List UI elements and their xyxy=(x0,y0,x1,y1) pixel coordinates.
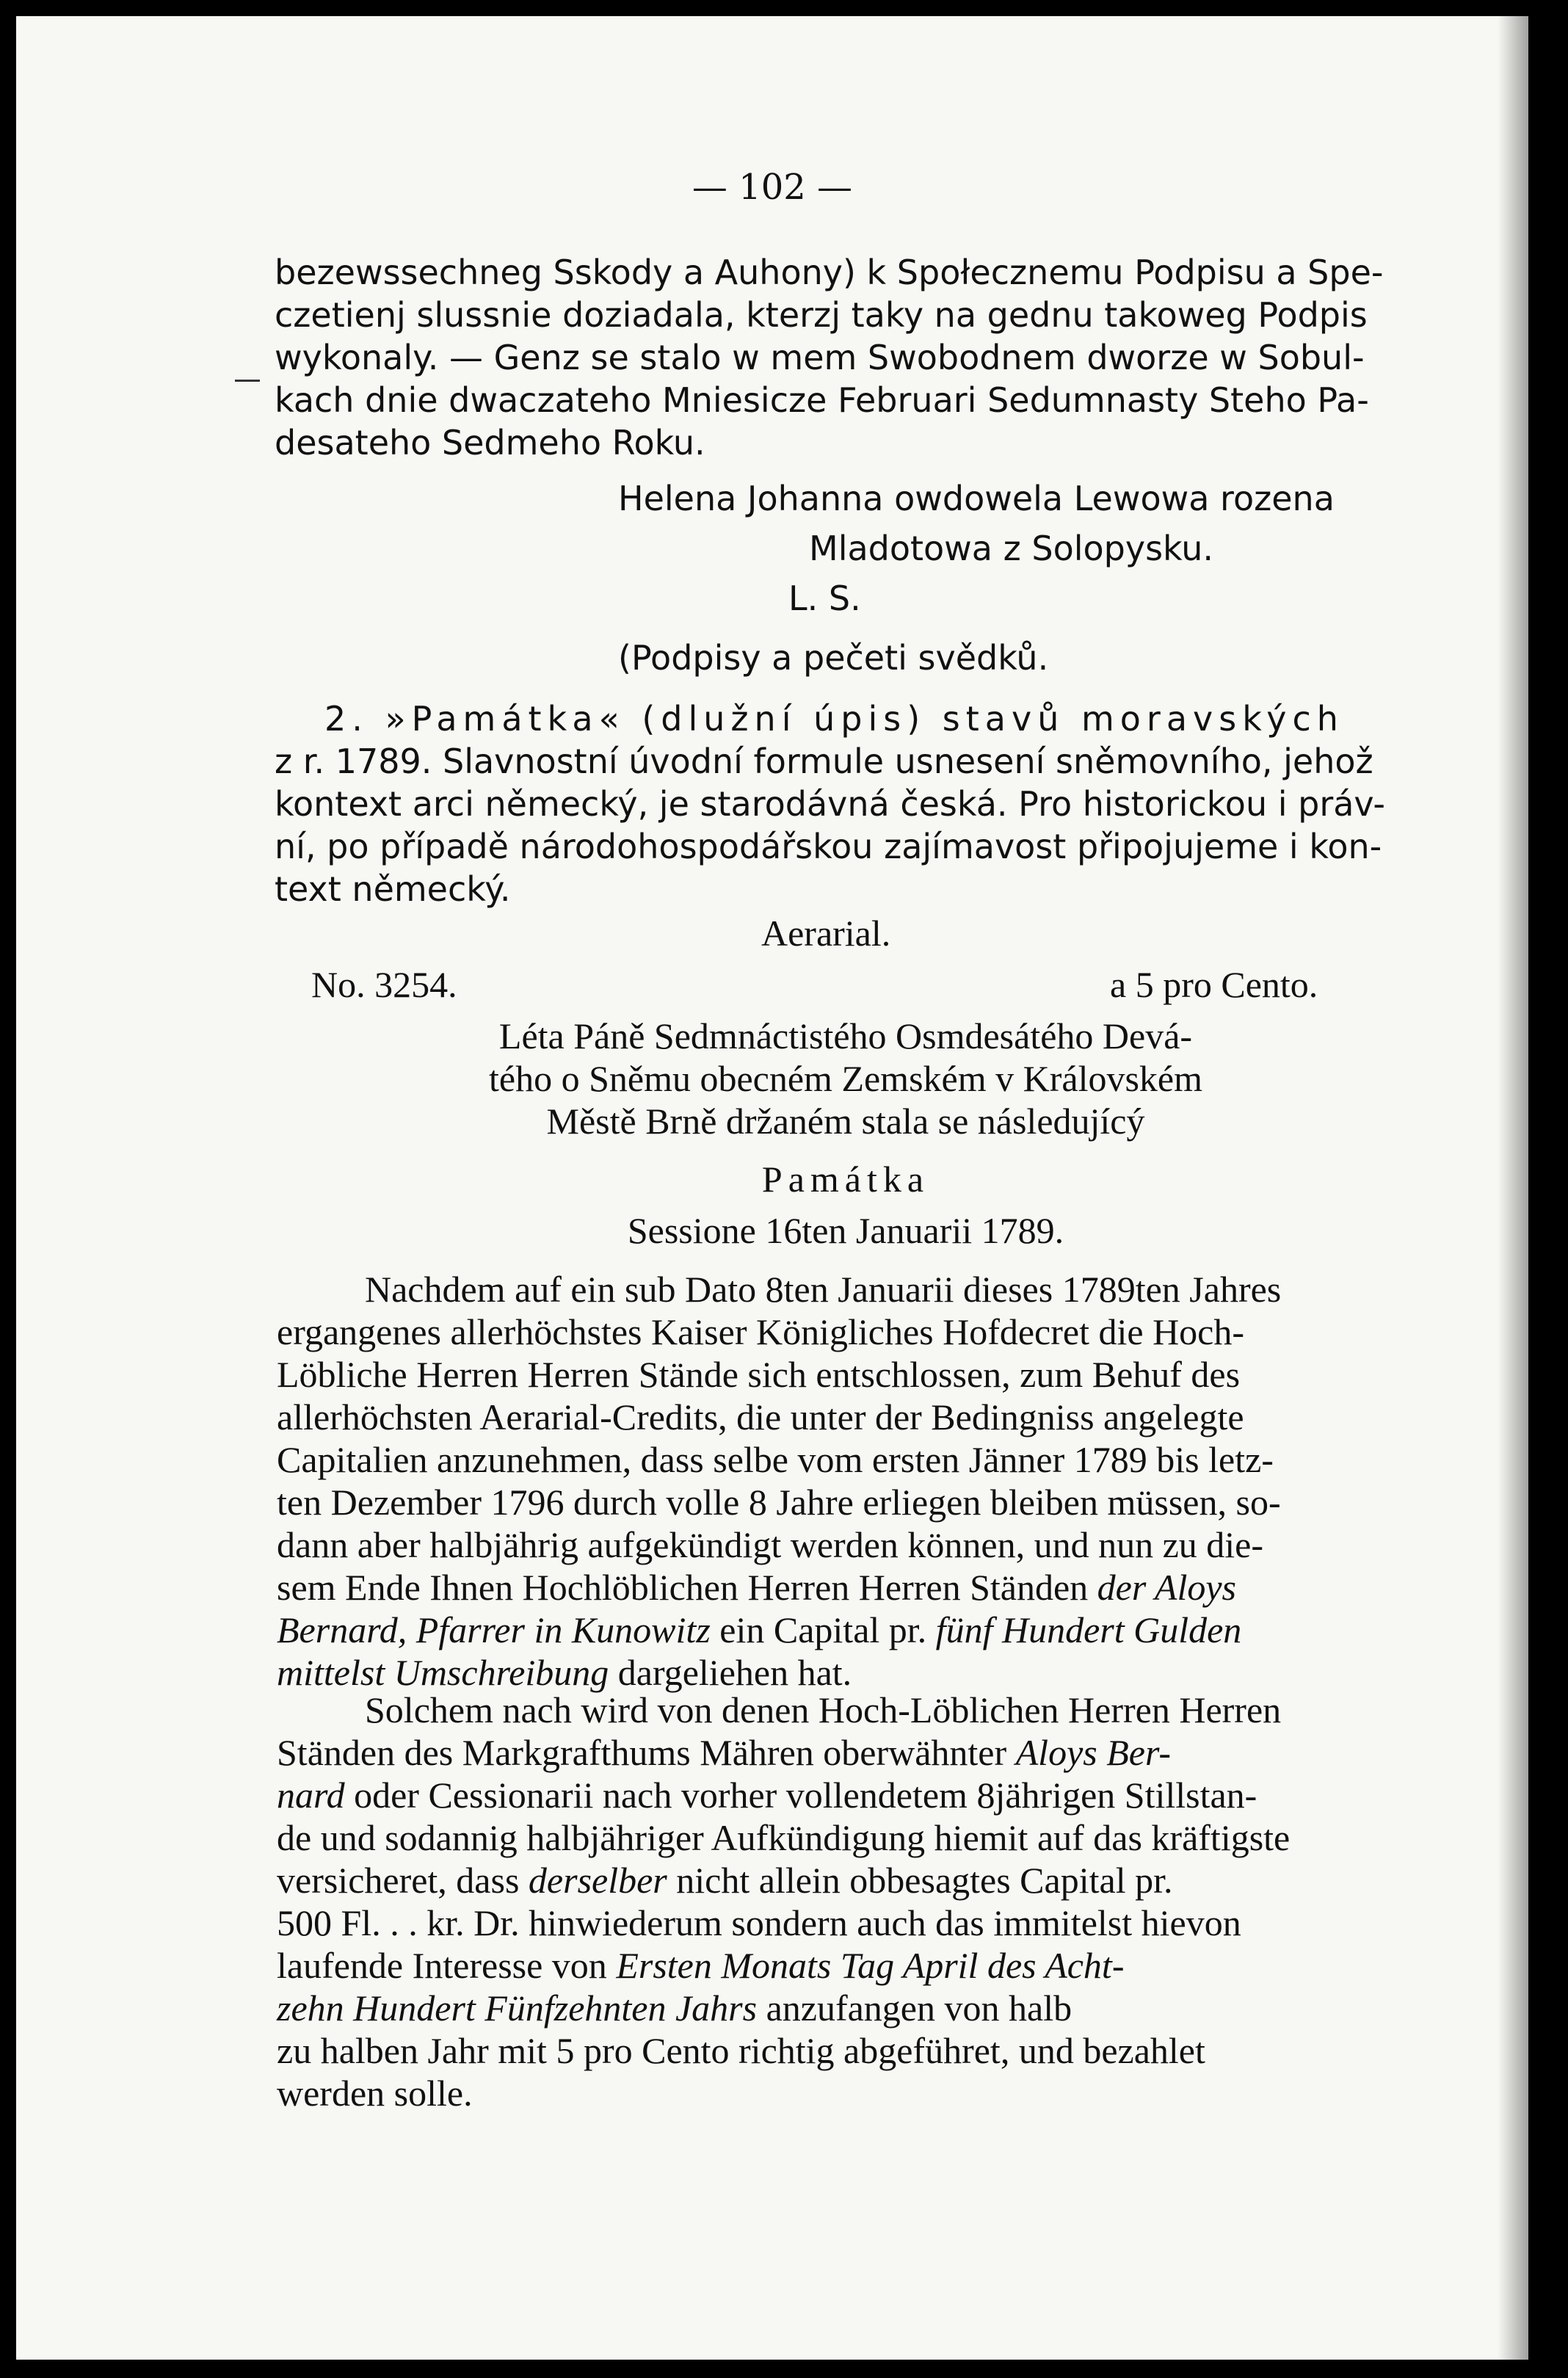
text-run: dargeliehen hat. xyxy=(609,1652,852,1693)
german-text-line xyxy=(277,1396,1415,1438)
italic-run: Ersten Monats Tag April des Acht- xyxy=(616,1945,1125,1986)
text-run: sem Ende Ihnen Hochlöblichen Herren Herren Ständen xyxy=(277,1567,1097,1608)
page-edge-shadow xyxy=(1498,16,1528,2360)
intro-line: bezewssechneg Sskody a Auhony) k Społecznemu Podpisu a Spe- xyxy=(275,253,1384,292)
section-2-line: z r. 1789. Slavnostní úvodní formule usnesení sněmovního, jehož xyxy=(275,742,1373,781)
signature-line-1: Helena Johanna owdowela Lewowa rozena xyxy=(618,479,1335,518)
german-paragraph-1 xyxy=(277,1268,1415,1694)
witness-note: (Podpisy a pečeti svědků. xyxy=(618,638,1049,678)
german-text-line xyxy=(277,1268,1415,1311)
section-2-heading: 2. »Památka« (dlužní úpis) stavů moravských xyxy=(324,699,1344,739)
text-run: Capitalien anzunehmen, dass selbe vom ersten Jänner 1789 bis letz- xyxy=(277,1439,1274,1480)
page-number: — 102 — xyxy=(692,167,853,208)
preamble-line: Městě Brně držaném stala se následujícý xyxy=(546,1101,1145,1142)
text-run: ein Capital pr. xyxy=(710,1609,936,1650)
text-run: allerhöchsten Aerarial-Credits, die unter der Bedingniss angelegte xyxy=(277,1396,1244,1438)
text-run: anzufangen von halb xyxy=(757,1987,1072,2029)
preamble-line: Léta Páně Sedmnáctistého Osmdesátého Devá- xyxy=(498,1015,1193,1056)
german-text-line xyxy=(277,1816,1415,1859)
text-run: versicheret, dass xyxy=(277,1860,529,1901)
italic-run: nard xyxy=(277,1775,345,1816)
intro-paragraph xyxy=(275,251,1412,464)
italic-run: mittelst Umschreibung xyxy=(277,1652,609,1693)
italic-run: fünf Hundert Gulden xyxy=(935,1609,1242,1650)
german-text-line xyxy=(277,1523,1415,1566)
document-heading: Památka xyxy=(761,1159,930,1200)
german-text-line xyxy=(277,1987,1415,2029)
german-text-line xyxy=(277,1731,1415,1774)
section-2-line: text německý. xyxy=(275,869,511,909)
document-page xyxy=(16,16,1528,2360)
text-run: zu halben Jahr mit 5 pro Cento richtig abgeführet, und bezahlet xyxy=(277,2030,1205,2071)
german-text-line xyxy=(277,1902,1415,1944)
interest-rate: a 5 pro Cento. xyxy=(1110,964,1318,1005)
text-run: Löbliche Herren Herren Stände sich entschlossen, zum Behuf des xyxy=(277,1354,1241,1395)
text-run: nicht allein obbesagtes Capital pr. xyxy=(667,1860,1173,1901)
italic-run: der Aloys xyxy=(1097,1567,1236,1608)
german-text-line xyxy=(277,1609,1415,1651)
german-paragraph-2 xyxy=(277,1689,1415,2114)
margin-dash-mark xyxy=(235,380,260,382)
german-text-line xyxy=(277,1774,1415,1816)
document-type-label: Aerarial. xyxy=(761,913,891,954)
german-text-line xyxy=(277,1353,1415,1396)
text-run: de und sodannig halbjähriger Aufkündigung hiemit auf das kräftigste xyxy=(277,1817,1291,1858)
section-2-line: kontext arci německý, je starodávná česká. Pro historickou i práv- xyxy=(275,784,1386,824)
german-text-line xyxy=(277,1481,1415,1523)
italic-run: derselber xyxy=(528,1860,667,1901)
italic-run: Bernard, Pfarrer in Kunowitz xyxy=(277,1609,711,1650)
seal-mark: L. S. xyxy=(788,579,861,618)
german-text-line xyxy=(277,1859,1415,1902)
preamble xyxy=(369,1015,1323,1142)
german-text-line xyxy=(277,1311,1415,1353)
preamble-line: tého o Sněmu obecném Zemském v Královském xyxy=(489,1058,1202,1099)
text-run: Ständen des Markgrafthums Mähren oberwähnter xyxy=(277,1732,1016,1773)
intro-line: czetienj slussnie doziadala, kterzj taky na gednu takoweg Podpis xyxy=(275,295,1368,335)
section-2-paragraph xyxy=(275,697,1412,910)
text-run: ten Dezember 1796 durch volle 8 Jahre erliegen bleiben müssen, so- xyxy=(277,1482,1281,1523)
text-run: oder Cessionarii nach vorher vollendetem 8jährigen Stillstan- xyxy=(344,1775,1257,1816)
text-run: laufende Interesse von xyxy=(277,1945,617,1986)
text-run: 500 Fl. . . kr. Dr. hinwiederum sondern auch das immitelst hievon xyxy=(277,1902,1241,1943)
italic-run: zehn Hundert Fünfzehnten Jahrs xyxy=(277,1987,758,2029)
german-text-line xyxy=(277,1689,1415,1731)
intro-line: kach dnie dwaczateho Mniesicze Februari Sedumnasty Steho Pa- xyxy=(275,380,1369,420)
text-run: werden solle. xyxy=(277,2073,473,2114)
session-date: Sessione 16ten Januarii 1789. xyxy=(627,1210,1064,1251)
german-text-line xyxy=(277,1944,1415,1987)
german-text-line xyxy=(277,1566,1415,1609)
signature-line-2: Mladotowa z Solopysku. xyxy=(809,529,1214,568)
text-run: ergangenes allerhöchstes Kaiser Königliches Hofdecret die Hoch- xyxy=(277,1311,1245,1352)
section-2-line: ní, po případě národohospodářskou zajímavost připojujeme i kon- xyxy=(275,827,1382,866)
italic-run: Aloys Ber- xyxy=(1015,1732,1172,1773)
german-text-line xyxy=(277,2072,1415,2114)
text-run: Nachdem auf ein sub Dato 8ten Januarii dieses 1789ten Jahres xyxy=(365,1269,1282,1310)
intro-line: wykonaly. — Genz se stalo w mem Swobodnem dworze w Sobul- xyxy=(275,338,1365,377)
text-run: Solchem nach wird von denen Hoch-Löblichen Herren Herren xyxy=(365,1689,1282,1730)
intro-line: desateho Sedmeho Roku. xyxy=(275,423,705,463)
german-text-line xyxy=(277,1651,1415,1694)
text-run: dann aber halbjährig aufgekündigt werden können, und nun zu die- xyxy=(277,1524,1264,1565)
german-text-line xyxy=(277,2029,1415,2072)
document-number: No. 3254. xyxy=(311,964,457,1005)
german-text-line xyxy=(277,1438,1415,1481)
